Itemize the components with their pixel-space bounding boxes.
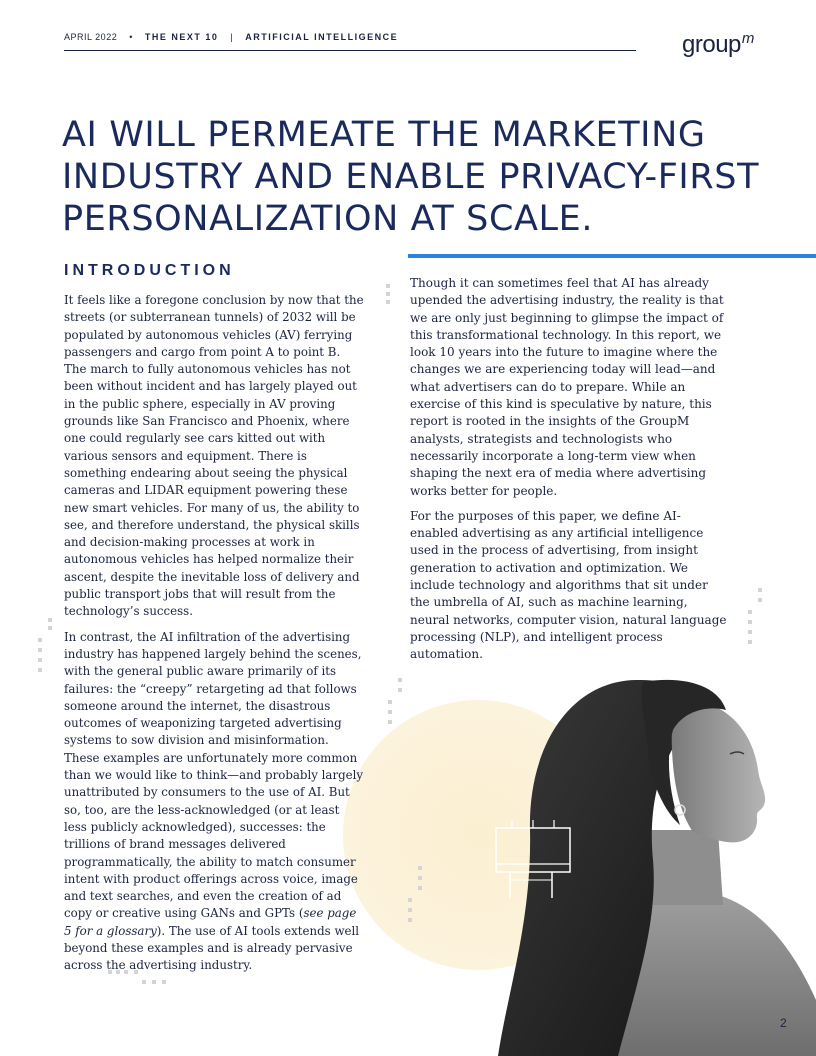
intro-paragraph-2 <box>64 629 364 975</box>
introduction-right-column <box>410 275 728 672</box>
logo-mark: m <box>741 30 754 47</box>
introduction-left-column <box>64 292 364 983</box>
header-topic: ARTIFICIAL INTELLIGENCE <box>245 32 399 42</box>
accent-rule <box>408 254 816 258</box>
section-heading-introduction: INTRODUCTION <box>64 262 235 279</box>
right-paragraph-1: Though it can sometimes feel that AI has already upended the advertising industry, the reality is that we are only just beginning to glimpse the impact of this transformational technology. In this report, we look 10 years into the future to imagine where the changes we are experiencing today will lead—and what advertisers can do to prepare. While an exercise of this kind is speculative by nature, this report is rooted in the insights of the GroupM analysts, strategists and technologists who necessarily incorporate a long-term view when shaping the next era of media where advertising works better for people. <box>410 276 724 498</box>
page-number: 2 <box>780 1016 787 1030</box>
billboard-line-icon <box>490 818 576 900</box>
page-title: AI WILL PERMEATE THE MARKETING INDUSTRY AND ENABLE PRIVACY-FIRST PERSONALIZATION AT SCALE. <box>62 115 760 239</box>
intro-paragraph-1: It feels like a foregone conclusion by now that the streets (or subterranean tunnels) of 2032 will be populated by autonomous vehicles (AV) ferrying passengers and cargo from point A to point B. The march to fully autonomous vehicles has not been without incident and has largely played out in the public sphere, especially in AV proving grounds like San Francisco and Phoenix, where one could regularly see cars kitted out with various sensors and equipment. There is something endearing about seeing the physical cameras and LIDAR equipment powering these new smart vehicles. For many of us, the ability to see, and therefore understand, the physical skills and decision-making processes at work in autonomous vehicles has helped normalize their ascent, despite the inevitable loss of delivery and public transport jobs that will result from the technology’s success. <box>64 293 364 619</box>
glossary-reference: see page 5 for a glossary <box>64 906 357 938</box>
intro-paragraph-2-text-a: In contrast, the AI infiltration of the advertising industry has happened largely behind the scenes, with the general public aware primarily of its failures: the “creepy” retargeting ad that follows someone around the internet, the disastrous outcomes of weaponizing targeted advertising systems to sow division and misinformation. These examples are unfortunately more common than we would like to think—and probably largely unattributed by consumers to the use of AI. But so, too, are the less-acknowledged (or at least less publicly acknowledged), successes: the trillions of brand messages delivered programmatically, the ability to match consumer intent with product offerings across voice, image and text searches, and even the creation of ad copy or creative using GANs and GPTs ( <box>64 629 364 921</box>
logo-text: group <box>682 31 741 58</box>
right-paragraph-2: For the purposes of this paper, we define AI-enabled advertising as any artificial intelligence used in the process of advertising, from insight generation to activation and optimization. We include technology and algorithms that sit under the umbrella of AI, such as machine learning, neural networks, computer vision, natural language processing (NLP), and intelligent process automation. <box>410 508 727 662</box>
running-header <box>64 32 398 42</box>
header-series: THE NEXT 10 <box>144 32 219 42</box>
groupm-logo <box>682 30 754 59</box>
intro-paragraph-2-text-b: ). The use of AI tools extends well beyond these examples and is already pervasive across the advertising industry. <box>64 923 360 973</box>
header-bullet: • <box>129 32 133 42</box>
header-date: APRIL 2022 <box>64 32 118 42</box>
header-divider: | <box>230 32 234 42</box>
header-rule <box>64 50 636 51</box>
